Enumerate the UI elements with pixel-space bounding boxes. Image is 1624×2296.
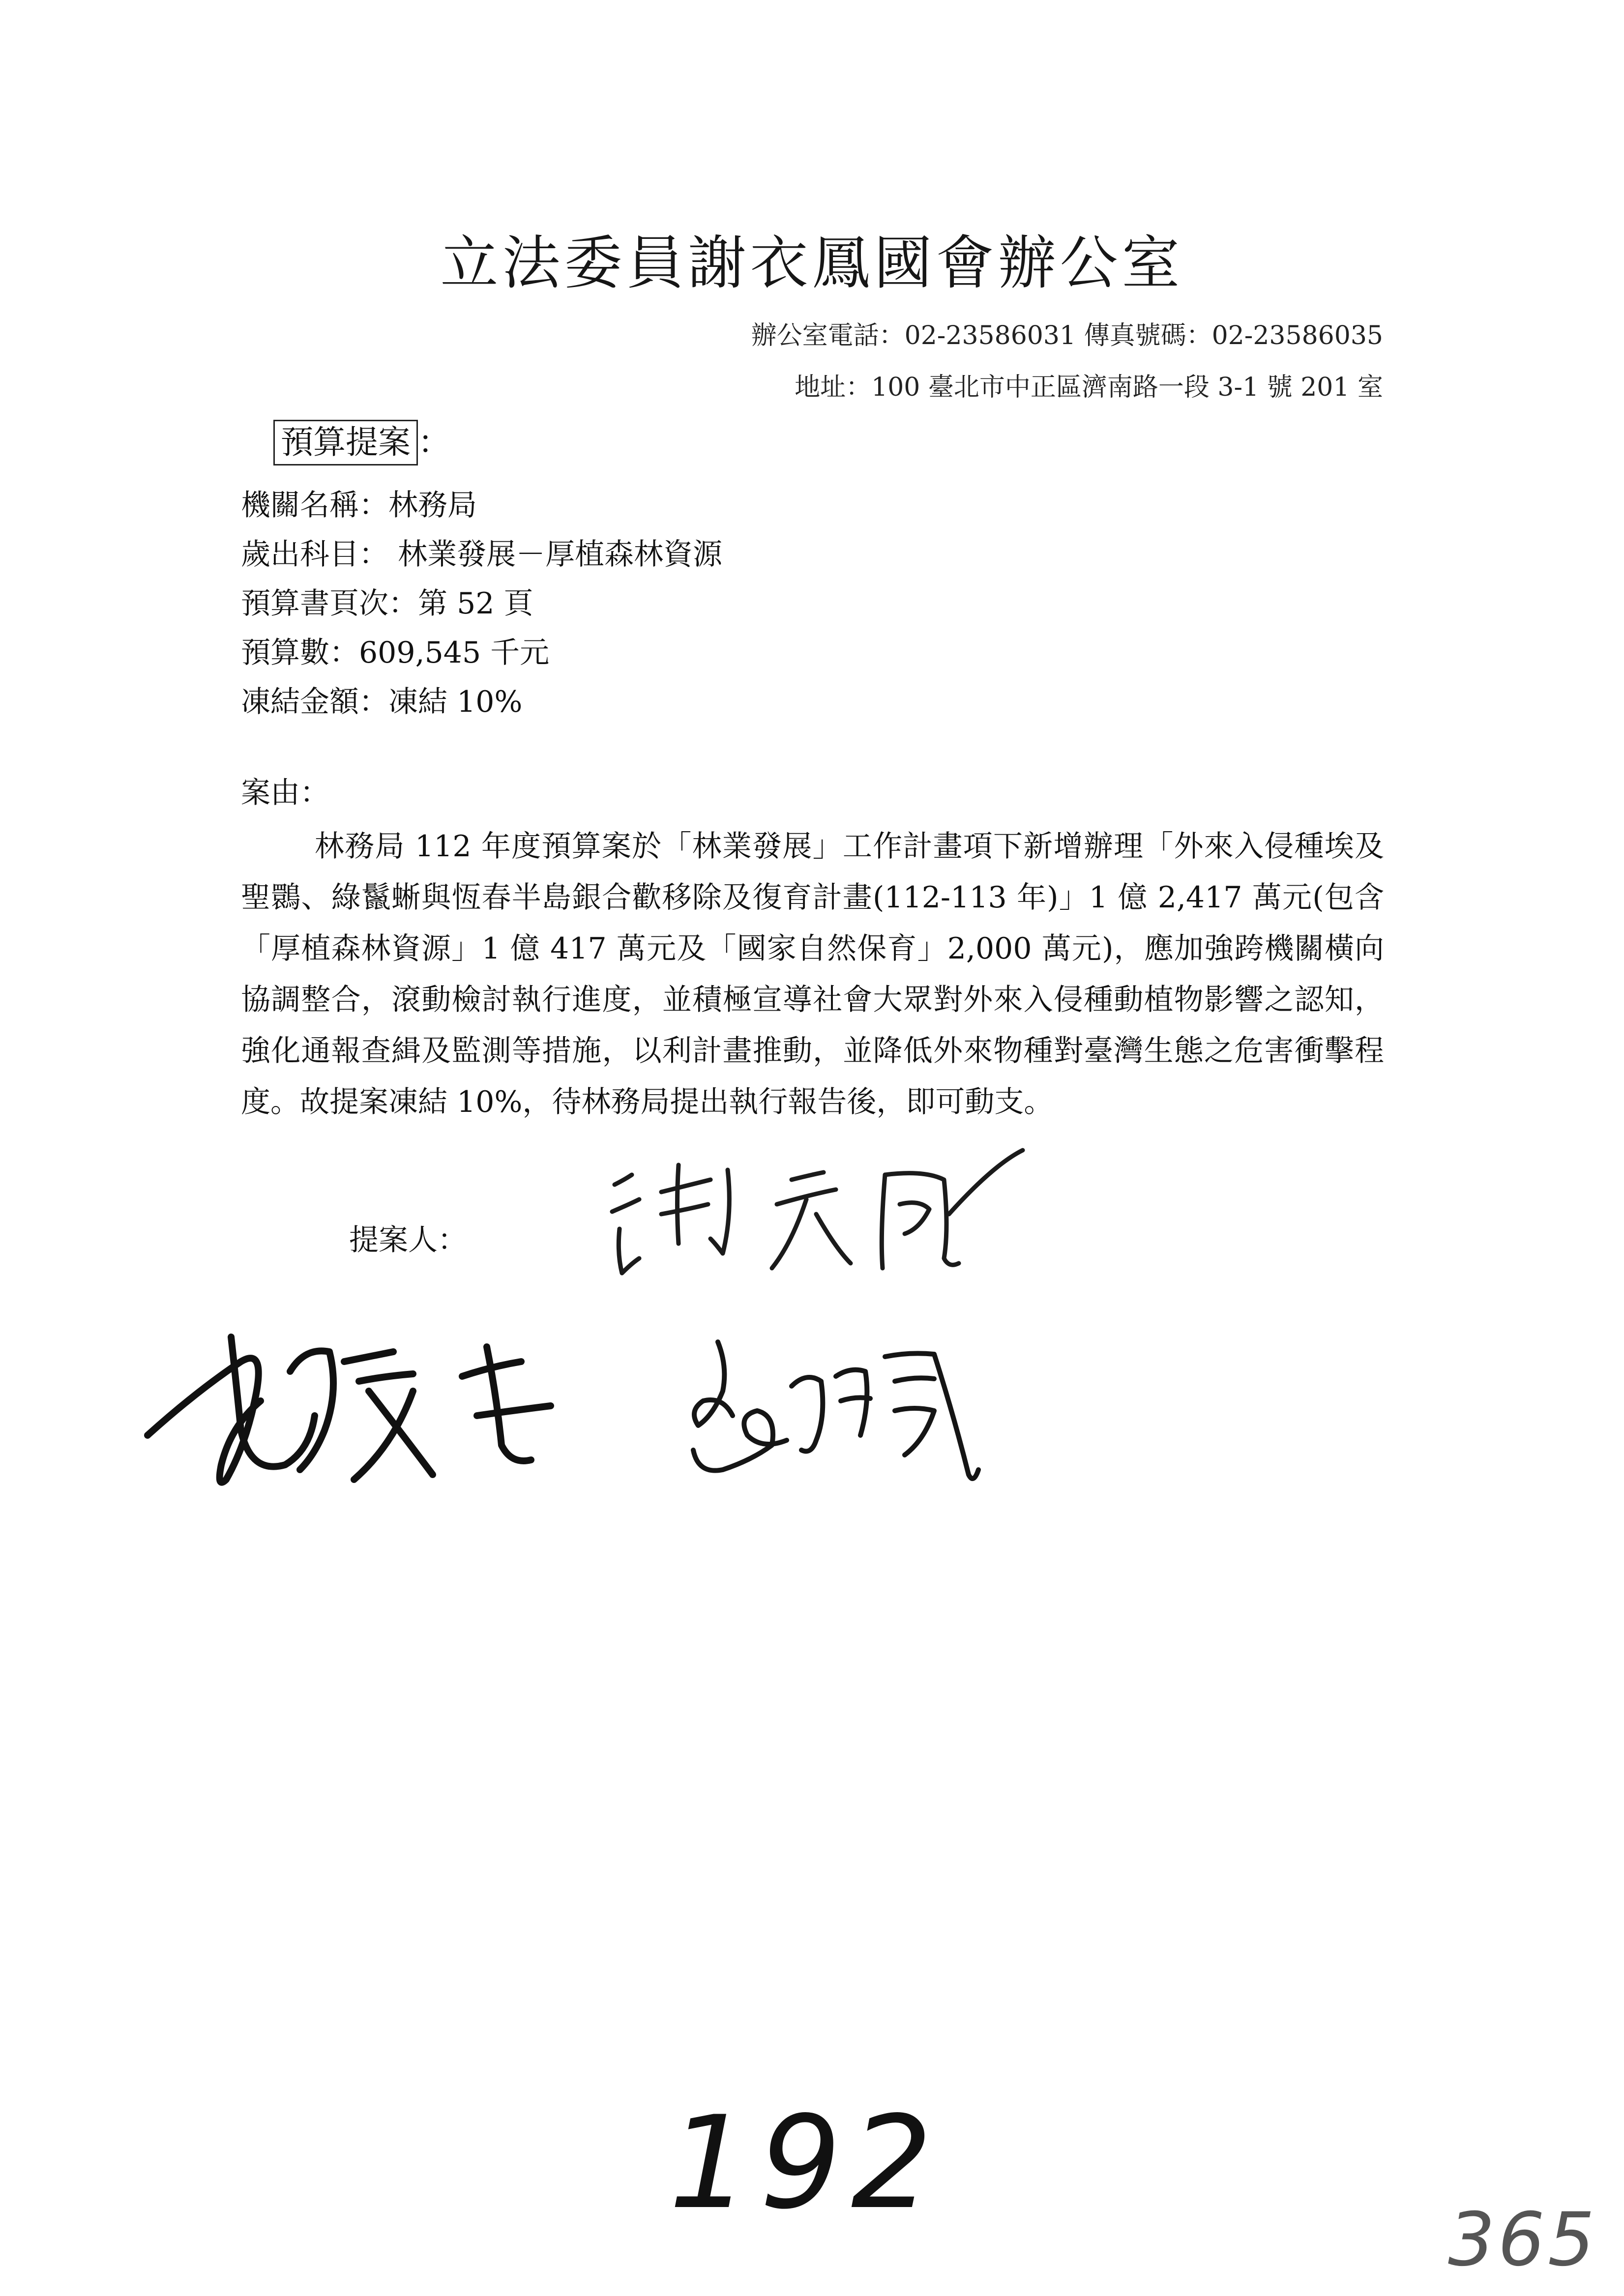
- field-agency: 機關名稱：林務局: [241, 488, 477, 523]
- reason-body: 林務局 112 年度預算案於「林業發展」工作計畫項下新增辦理「外來入侵種埃及聖䴉、綠鬣蜥與恆春半島銀合歡移除及復育計畫(112-113 年)」1 億 2,417 萬元(包含「厚植森林資源」1 億 417 萬元及「國家自然保育」2,000 萬元)，應加強跨機關橫向協調整合，滾動檢討執行進度，並積極宣導社會大眾對外來入侵種動植物影響之認知，強化通報查緝及監測等措施，以利計畫推動，並降低外來物種對臺灣生態之危害衝擊程度。故提案凍結 10%，待林務局提出執行報告後，即可動支。: [241, 829, 1384, 1119]
- handwritten-page-number: 192: [669, 2089, 943, 2238]
- proposal-label-box: 預算提案: [273, 420, 418, 465]
- proposer-label: 提案人：: [349, 1223, 467, 1257]
- office-title: 立法委員謝衣鳳國會辦公室: [440, 229, 1184, 297]
- signature-proposer-2: [138, 1317, 570, 1504]
- reason-label: 案由：: [241, 776, 329, 810]
- signature-stroke-3: [679, 1327, 983, 1494]
- signature-stroke-2: [138, 1317, 570, 1504]
- office-contact-line: 辦公室電話：02-23586031 傳真號碼：02-23586035: [751, 321, 1383, 350]
- signature-proposer-1: [605, 1145, 1047, 1303]
- signature-proposer-3: [679, 1327, 983, 1494]
- signature-stroke-1: [605, 1145, 1047, 1303]
- budget-fields: [241, 481, 722, 727]
- field-budget-amount: 預算數：609,545 千元: [241, 636, 550, 670]
- proposal-heading: [273, 416, 450, 463]
- proposal-colon: ：: [418, 423, 450, 461]
- handwritten-sheet-number: 365: [1448, 2197, 1598, 2283]
- office-address-line: 地址：100 臺北市中正區濟南路一段 3-1 號 201 室: [795, 373, 1383, 402]
- field-expenditure-item: 歲出科目： 林業發展－厚植森林資源: [241, 537, 723, 572]
- field-freeze-amount: 凍結金額：凍結 10%: [241, 685, 523, 719]
- field-budget-page: 預算書頁次：第 52 頁: [241, 586, 533, 621]
